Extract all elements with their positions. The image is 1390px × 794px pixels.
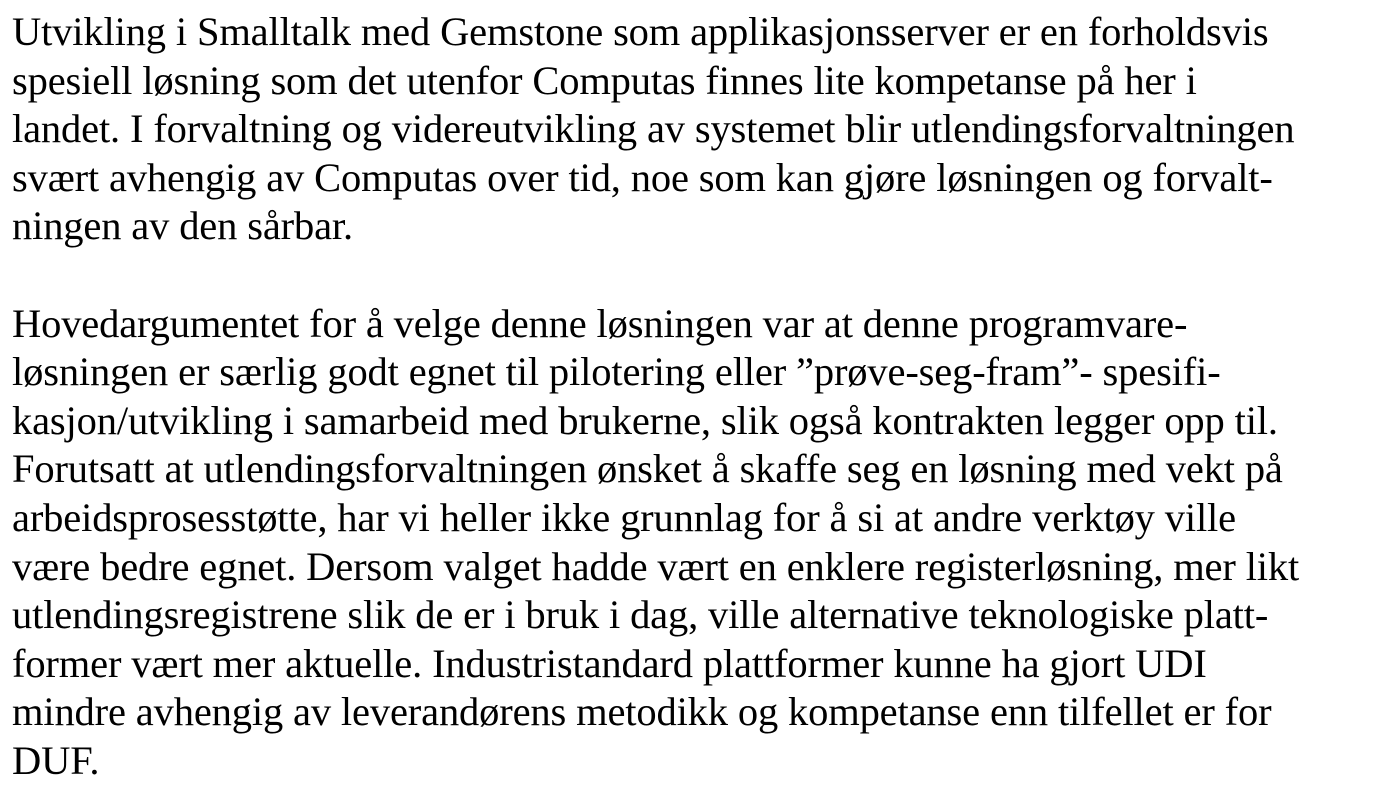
text-line: Hovedargumentet for å velge denne løsningen var at denne programvare- bbox=[12, 300, 1188, 346]
text-line: spesiell løsning som det utenfor Computas finnes lite kompetanse på her i bbox=[12, 57, 1197, 103]
document-body bbox=[12, 8, 1384, 786]
text-line: være bedre egnet. Dersom valget hadde vært en enklere registerløsning, mer likt bbox=[12, 543, 1300, 589]
paragraph-1 bbox=[12, 8, 1384, 251]
text-line: former vært mer aktuelle. Industristandard plattformer kunne ha gjort UDI bbox=[12, 640, 1207, 686]
text-line: landet. I forvaltning og videreutvikling av systemet blir utlendingsforvaltningen bbox=[12, 106, 1295, 152]
text-line: Utvikling i Smalltalk med Gemstone som applikasjonsserver er en forholdsvis bbox=[12, 9, 1269, 54]
text-line: Forutsatt at utlendingsforvaltningen ønsket å skaffe seg en løsning med vekt på bbox=[12, 446, 1283, 492]
text-line: utlendingsregistrene slik de er i bruk i dag, ville alternative teknologiske platt- bbox=[12, 592, 1269, 638]
text-line: kasjon/utvikling i samarbeid med brukerne, slik også kontrakten legger opp til. bbox=[12, 397, 1278, 443]
text-line: ningen av den sårbar. bbox=[12, 203, 353, 249]
text-line: mindre avhengig av leverandørens metodikk og kompetanse enn tilfellet er for bbox=[12, 689, 1272, 735]
text-line: løsningen er særlig godt egnet til pilotering eller ”prøve-seg-fram”- spesifi- bbox=[12, 349, 1221, 395]
paragraph-2 bbox=[12, 300, 1384, 786]
text-line: svært avhengig av Computas over tid, noe som kan gjøre løsningen og forvalt- bbox=[12, 154, 1273, 200]
text-line: arbeidsprosesstøtte, har vi heller ikke grunnlag for å si at andre verktøy ville bbox=[12, 494, 1236, 540]
text-line: DUF. bbox=[12, 737, 100, 783]
